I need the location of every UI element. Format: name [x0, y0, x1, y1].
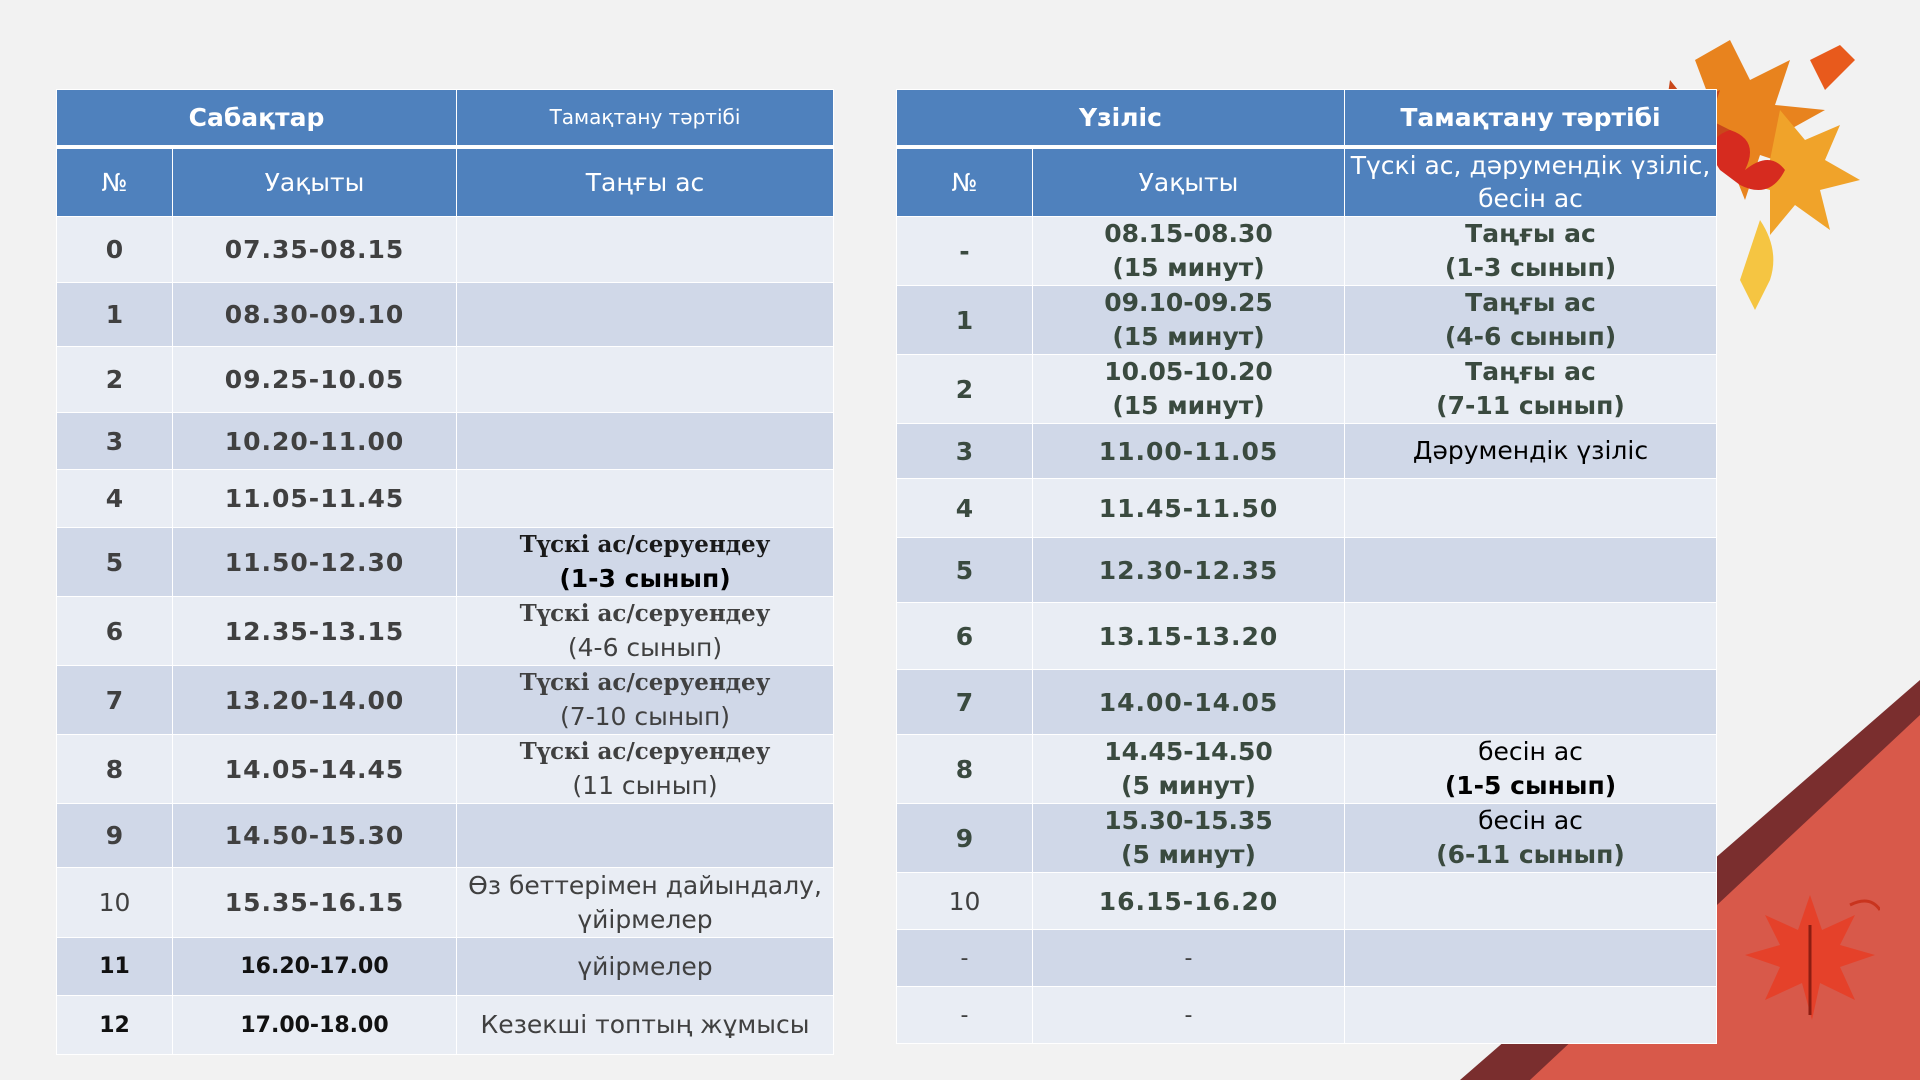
row-num: -	[897, 217, 1033, 286]
time-line-1: 08.15-08.30	[1104, 219, 1273, 248]
time-line-1: 09.10-09.25	[1104, 288, 1273, 317]
table-row	[57, 804, 834, 868]
row-time	[1033, 217, 1345, 286]
row-meal	[1345, 930, 1717, 987]
meal-line-2: (7-11 сынып)	[1436, 391, 1625, 420]
row-num: 1	[897, 286, 1033, 355]
meal-line-2: (1-3 сынып)	[559, 564, 731, 593]
row-time: 13.20-14.00	[173, 666, 457, 735]
time-line-2: (15 минут)	[1112, 253, 1265, 282]
table-row	[897, 424, 1717, 479]
table-row	[897, 873, 1717, 930]
meal-line-2: үйірмелер	[577, 904, 713, 934]
meal-line-1: Таңғы ас	[1465, 288, 1596, 317]
row-time: 14.05-14.45	[173, 735, 457, 804]
row-meal	[1345, 603, 1717, 670]
left-header-row	[57, 90, 834, 147]
right-break-table	[896, 89, 1717, 1044]
table-row	[897, 930, 1717, 987]
row-time: 07.35-08.15	[173, 217, 457, 283]
meal-line-1: бесін ас	[1478, 737, 1583, 766]
row-time: 14.00-14.05	[1033, 670, 1345, 735]
left-schedule-table	[56, 89, 834, 1055]
table-row	[57, 996, 834, 1055]
row-meal: Кезекші топтың жұмысы	[457, 996, 834, 1055]
meal-line-1: бесін ас	[1478, 806, 1583, 835]
row-meal	[457, 735, 834, 804]
table-row	[57, 217, 834, 283]
table-row	[57, 413, 834, 470]
meal-line-1: Таңғы ас	[1465, 219, 1596, 248]
row-num: 6	[897, 603, 1033, 670]
row-time: 11.00-11.05	[1033, 424, 1345, 479]
row-num: -	[897, 987, 1033, 1044]
meal-order-header: Тамақтану тәртібі	[1345, 90, 1717, 147]
maple-leaf-icon	[1740, 885, 1880, 1025]
row-meal	[457, 868, 834, 938]
num-header: №	[897, 147, 1033, 217]
row-num: 8	[57, 735, 173, 804]
table-row	[57, 868, 834, 938]
left-subheader-row	[57, 147, 834, 217]
meal-line-1: Өз беттерімен дайындалу,	[468, 870, 822, 900]
meal-line-1: Түскі ас/серуендеу	[519, 738, 771, 765]
row-time: 12.35-13.15	[173, 597, 457, 666]
break-header: Үзіліс	[897, 90, 1345, 147]
row-meal	[457, 528, 834, 597]
table-row	[897, 804, 1717, 873]
row-num: 3	[897, 424, 1033, 479]
meal-type-line-1: Түскі ас, дәрумендік үзіліс,	[1350, 151, 1711, 181]
row-meal	[1345, 479, 1717, 538]
meal-line-2: (11 сынып)	[572, 771, 718, 800]
row-num: 4	[897, 479, 1033, 538]
row-time	[1033, 286, 1345, 355]
row-meal	[1345, 538, 1717, 603]
row-num: 6	[57, 597, 173, 666]
row-num: 10	[897, 873, 1033, 930]
time-line-2: (5 минут)	[1121, 840, 1256, 869]
right-subheader-row	[897, 147, 1717, 217]
table-row	[57, 470, 834, 528]
row-num: 0	[57, 217, 173, 283]
row-num: 10	[57, 868, 173, 938]
row-num: 7	[897, 670, 1033, 735]
row-meal	[457, 666, 834, 735]
time-header: Уақыты	[173, 147, 457, 217]
meal-line-2: (4-6 сынып)	[1444, 322, 1617, 351]
row-time: 15.35-16.15	[173, 868, 457, 938]
time-header: Уақыты	[1033, 147, 1345, 217]
meal-order-header: Тамақтану тәртібі	[457, 90, 834, 147]
row-meal: үйірмелер	[457, 938, 834, 996]
row-time: 17.00-18.00	[173, 996, 457, 1055]
row-time: 11.50-12.30	[173, 528, 457, 597]
row-num: 3	[57, 413, 173, 470]
row-num: 8	[897, 735, 1033, 804]
row-meal	[457, 283, 834, 347]
table-row	[57, 283, 834, 347]
row-meal	[1345, 355, 1717, 424]
row-time	[1033, 804, 1345, 873]
row-time: 13.15-13.20	[1033, 603, 1345, 670]
table-row	[897, 735, 1717, 804]
meal-line-2: (1-5 сынып)	[1444, 771, 1617, 800]
row-num: 1	[57, 283, 173, 347]
num-header: №	[57, 147, 173, 217]
table-row	[897, 355, 1717, 424]
time-line-2: (15 минут)	[1112, 322, 1265, 351]
row-num: 2	[57, 347, 173, 413]
meal-type-line-2: бесін ас	[1478, 184, 1583, 214]
row-meal	[1345, 873, 1717, 930]
table-row	[897, 603, 1717, 670]
row-meal	[457, 804, 834, 868]
row-num: 4	[57, 470, 173, 528]
table-row	[57, 666, 834, 735]
meal-line-2: (6-11 сынып)	[1436, 840, 1625, 869]
row-time: 10.20-11.00	[173, 413, 457, 470]
row-meal	[1345, 670, 1717, 735]
row-time: 12.30-12.35	[1033, 538, 1345, 603]
row-meal	[1345, 286, 1717, 355]
time-line-1: 15.30-15.35	[1104, 806, 1273, 835]
row-time: -	[1033, 930, 1345, 987]
meal-line-1: Түскі ас/серуендеу	[519, 531, 771, 558]
table-row	[897, 670, 1717, 735]
row-num: 5	[897, 538, 1033, 603]
right-header-row	[897, 90, 1717, 147]
meal-line-2: (1-3 сынып)	[1444, 253, 1617, 282]
table-row	[897, 479, 1717, 538]
row-time: 14.50-15.30	[173, 804, 457, 868]
row-time	[1033, 355, 1345, 424]
row-time: 08.30-09.10	[173, 283, 457, 347]
meal-line-2: (4-6 сынып)	[567, 633, 723, 662]
meal-line-2: (7-10 сынып)	[559, 702, 731, 731]
row-num: 9	[897, 804, 1033, 873]
lessons-header: Сабақтар	[57, 90, 457, 147]
row-time: -	[1033, 987, 1345, 1044]
time-line-1: 10.05-10.20	[1104, 357, 1273, 386]
row-num: 9	[57, 804, 173, 868]
row-num: -	[897, 930, 1033, 987]
table-row	[897, 286, 1717, 355]
meal-line-1: Таңғы ас	[1465, 357, 1596, 386]
row-meal	[1345, 987, 1717, 1044]
meal-line-1: Түскі ас/серуендеу	[519, 669, 771, 696]
row-meal	[457, 413, 834, 470]
table-row	[897, 538, 1717, 603]
meal-line-1: Түскі ас/серуендеу	[519, 600, 771, 627]
time-line-2: (5 минут)	[1121, 771, 1256, 800]
time-line-2: (15 минут)	[1112, 391, 1265, 420]
table-row	[897, 987, 1717, 1044]
table-row	[57, 347, 834, 413]
row-time	[1033, 735, 1345, 804]
table-row	[57, 938, 834, 996]
row-meal	[1345, 804, 1717, 873]
row-time: 16.15-16.20	[1033, 873, 1345, 930]
row-time: 11.45-11.50	[1033, 479, 1345, 538]
row-time: 11.05-11.45	[173, 470, 457, 528]
table-row	[57, 528, 834, 597]
table-row	[57, 735, 834, 804]
row-num: 7	[57, 666, 173, 735]
meal-type-header	[1345, 147, 1717, 217]
row-time: 09.25-10.05	[173, 347, 457, 413]
time-line-1: 14.45-14.50	[1104, 737, 1273, 766]
row-meal	[457, 217, 834, 283]
row-num: 2	[897, 355, 1033, 424]
row-meal	[1345, 735, 1717, 804]
breakfast-header: Таңғы ас	[457, 147, 834, 217]
table-row	[897, 217, 1717, 286]
row-meal	[457, 597, 834, 666]
row-num: 12	[57, 996, 173, 1055]
table-row	[57, 597, 834, 666]
row-meal	[457, 470, 834, 528]
row-meal	[1345, 217, 1717, 286]
row-meal: Дәрумендік үзіліс	[1345, 424, 1717, 479]
row-num: 5	[57, 528, 173, 597]
row-time: 16.20-17.00	[173, 938, 457, 996]
row-num: 11	[57, 938, 173, 996]
row-meal	[457, 347, 834, 413]
